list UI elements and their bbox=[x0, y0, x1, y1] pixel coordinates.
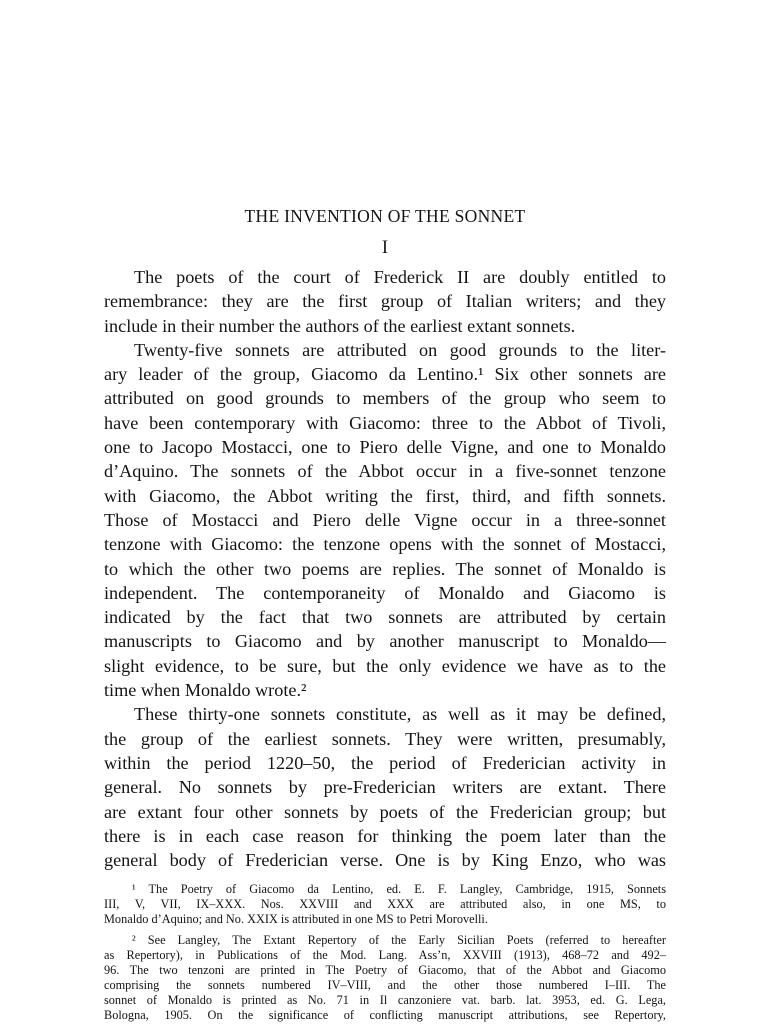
text-line: there is in each case reason for thinking the poem later than the bbox=[104, 825, 666, 846]
footnote-1 bbox=[104, 882, 666, 927]
text-line: d’Aquino. The sonnets of the Abbot occur in a five-sonnet tenzone bbox=[104, 461, 666, 482]
body-text bbox=[104, 265, 666, 872]
footnote-line: III, V, VII, IX–XXX. Nos. XXVIII and XXX are attributed also, in one MS, to bbox=[104, 897, 666, 911]
footnote-line: Monaldo d’Aquino; and No. XXIX is attributed in one MS to Petri Morovelli. bbox=[104, 912, 488, 926]
text-line: have been contemporary with Giacomo: three to the Abbot of Tivoli, bbox=[104, 412, 666, 433]
text-line: remembrance: they are the first group of Italian writers; and they bbox=[104, 291, 666, 312]
chapter-title: THE INVENTION OF THE SONNET bbox=[244, 206, 526, 226]
section-numeral: I bbox=[381, 238, 389, 258]
footnote-line: ¹ The Poetry of Giacomo da Lentino, ed. E. F. Langley, Cambridge, 1915, Sonnets bbox=[132, 882, 666, 896]
text-line: with Giacomo, the Abbot writing the first, third, and fifth sonnets. bbox=[104, 485, 666, 506]
text-line: indicated by the fact that two sonnets are attributed by certain bbox=[104, 607, 666, 628]
footnote-line: ² See Langley, The Extant Repertory of the Early Sicilian Poets (referred to hereafter bbox=[132, 933, 666, 947]
text-line: independent. The contemporaneity of Monaldo and Giacomo is bbox=[104, 582, 666, 603]
text-line: Those of Mostacci and Piero delle Vigne occur in a three-sonnet bbox=[104, 509, 666, 530]
footnote-line: Bologna, 1905. On the significance of conflicting manuscript attributions, see Repertory, bbox=[104, 1008, 666, 1022]
text-line: ary leader of the group, Giacomo da Lentino.¹ Six other sonnets are bbox=[104, 364, 666, 385]
text-line: general. No sonnets by pre-Frederician writers are extant. There bbox=[104, 777, 666, 798]
footnote-2 bbox=[104, 933, 666, 1023]
text-line: general body of Frederician verse. One is by King Enzo, who was bbox=[104, 850, 666, 871]
text-line: tenzone with Giacomo: the tenzone opens with the sonnet of Mostacci, bbox=[104, 534, 666, 555]
text-line: the group of the earliest sonnets. They were written, presumably, bbox=[104, 728, 666, 749]
footnote-line: 96. The two tenzoni are printed in The Poetry of Giacomo, that of the Abbot and Giacomo bbox=[104, 963, 666, 977]
text-line: slight evidence, to be sure, but the only evidence we have as to the bbox=[104, 655, 666, 676]
footnote-line: sonnet of Monaldo is printed as No. 71 in Il canzoniere vat. barb. lat. 3953, ed. G. Lega, bbox=[104, 993, 666, 1007]
text-line: are extant four other sonnets by poets of the Frederician group; but bbox=[104, 801, 666, 822]
footnote-line: as Repertory), in Publications of the Mod. Lang. Ass’n, XXVIII (1913), 468–72 and 492– bbox=[104, 948, 666, 962]
text-line: include in their number the authors of the earliest extant sonnets. bbox=[104, 315, 576, 336]
text-line: to which the other two poems are replies. The sonnet of Monaldo is bbox=[104, 558, 666, 579]
text-line: The poets of the court of Frederick II are doubly entitled to bbox=[134, 267, 666, 287]
paragraph bbox=[104, 265, 666, 338]
paragraph bbox=[104, 338, 666, 702]
text-line: manuscripts to Giacomo and by another manuscript to Monaldo— bbox=[104, 631, 666, 652]
text-line: These thirty-one sonnets constitute, as well as it may be defined, bbox=[134, 704, 666, 725]
text-line: within the period 1220–50, the period of Frederician activity in bbox=[104, 752, 666, 773]
text-line: Twenty-five sonnets are attributed on good grounds to the liter- bbox=[134, 339, 666, 360]
footnote-line: comprising the sonnets numbered IV–VIII, and the other those numbered I–III. The bbox=[104, 978, 666, 992]
text-line: attributed on good grounds to members of the group who seem to bbox=[104, 388, 666, 409]
paragraph bbox=[104, 702, 666, 872]
text-line: time when Monaldo wrote.² bbox=[104, 680, 307, 701]
footnotes bbox=[104, 882, 666, 1023]
text-line: one to Jacopo Mostacci, one to Piero delle Vigne, and one to Monaldo bbox=[104, 437, 666, 458]
